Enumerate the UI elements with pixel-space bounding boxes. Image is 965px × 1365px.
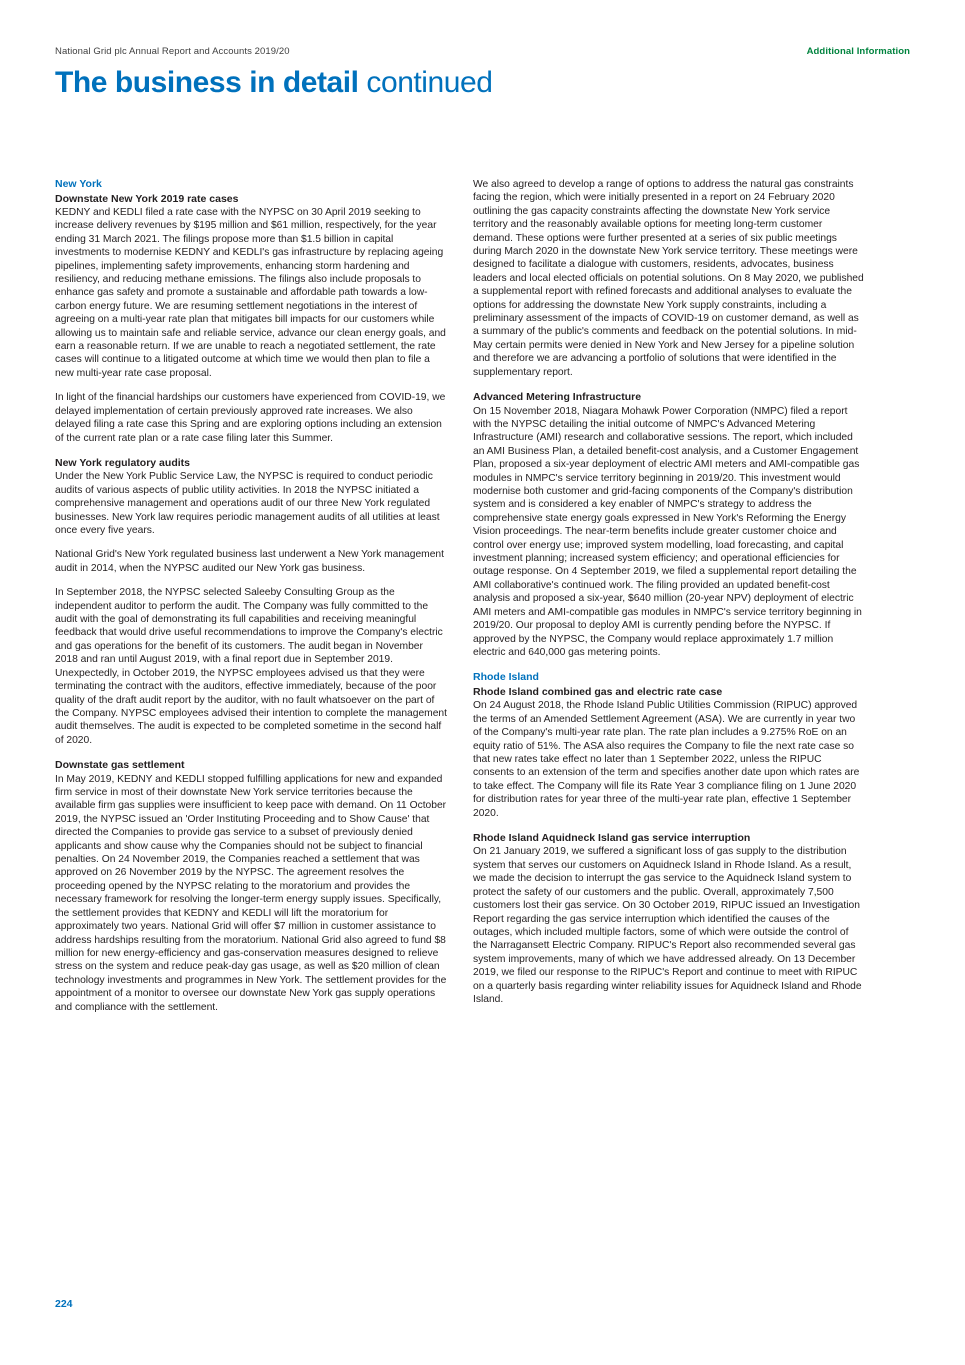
- right-column: [473, 178, 865, 1014]
- paragraph: KEDNY and KEDLI filed a rate case with the NYPSC on 30 April 2019 seeking to increase delivery revenues by $195 million and $61 million, respectively, for the year ending 31 March 2021. The filings propose more than $1.5 billion in capital investments to modernise KEDNY and KEDLI's gas infrastructure by replacing ageing pipelines, implementing safety improvements, enhancing storm hardening and resiliency, and reducing methane emissions. The filings also include proposals to enhance gas safety and promote a sustainable and affordable path towards a low-carbon energy future. We are resuming settlement negotiations in the interest of agreeing on a multi-year rate plan that mitigates bill impacts for our customers while allowing us to maintain safe and reliable service, advance our clean energy goals, and earn a reasonable return. If we are unable to reach a negotiated settlement, the rate cases will continue to a litigated outcome at which time we would then plan to file a new multi-year rate case proposal.: [55, 207, 446, 379]
- page-title-main: The business in detail: [55, 66, 359, 99]
- paragraph: In May 2019, KEDNY and KEDLI stopped fulfilling applications for new and expanded firm service in most of their downstate New York service territories because the available firm gas supplies were insufficient to keep pace with demand. On 11 October 2019, the NYPSC issued an 'Order Instituting Proceeding and to Show Cause' that directed the Companies to provide gas service to a subset of previously denied applicants and show cause why the Companies should not be subject to financial penalties. On 24 November 2019, the Companies reached a settlement that was approved on 26 November 2019 by the NYPSC. The agreement resolves the proceeding opened by the NYPSC relating to the moratorium and provides the necessary framework for resolving the longer-term energy supply issues. Specifically, the settlement provides that KEDNY and KEDLI will lift the moratorium for approximately two years. National Grid will offer $7 million in customer assistance to address hardships resulting from the moratorium. National Grid also agreed to fund $8 million for new energy-efficiency and gas-conservation measures designed to relieve stress on the system and reduce peak-day gas usage, as well as $20 million of clean technology investments and programmes in New York. The settlement provides for the appointment of a monitor to oversee our downstate New York gas supply operations and compliance with the settlement.: [55, 773, 447, 1013]
- paragraph: In September 2018, the NYPSC selected Saleeby Consulting Group as the independent auditor to perform the audit. The Company was fully committed to the audit with the goal of demonstrating its full capabilities and receiving meaningful feedback that would drive useful recommendations to improve the Company's electric and gas operations for the benefit of its customers. The audit began in November 2018 and ran until August 2019, with a final report due in September 2019. Unexpectedly, in October 2019, the NYPSC employees advised us that they were terminating the contract with the auditors, effective immediately, because of the poor quality of the draft audit report by the auditor, with no fault whatsoever on the part of the Company. NYPSC employees advised their intention to complete the management audit themselves. The audit is expected to be completed sometime in the second half of 2020.: [55, 587, 447, 746]
- subheading-downstate-rate-cases: Downstate New York 2019 rate cases: [55, 192, 239, 205]
- subheading-ny-regulatory-audits: New York regulatory audits: [55, 456, 190, 469]
- paragraph: Under the New York Public Service Law, the NYPSC is required to conduct periodic audits of various aspects of public utility activities. In 2018 the NYPSC initiated a comprehensive management and operations audit of our three New York regulated businesses. New York law requires periodic management audits of all utilities at least once every five years.: [55, 471, 440, 537]
- paragraph: National Grid's New York regulated business last underwent a New York management audit in 2014, when the NYPSC audited our New York gas business.: [55, 549, 444, 574]
- paragraph: On 15 November 2018, Niagara Mohawk Power Corporation (NMPC) filed a report with the NYPSC detailing the initial outcome of NMPC's Advanced Metering Infrastructure (AMI) research and collaborative sessions. The report, which included an AMI Business Plan, a detailed benefit-cost analysis, and a Customer Engagement Plan, proposed a six-year deployment of electric AMI meters and AMI-compatible gas modules in NMPC's service territory beginning in 2019/20. This investment would modernise both customer and grid-facing components of the Company's distribution system and is considered a key enabler of NMPC's strategy to address the comprehensive state energy goals expressed in New York's Reforming the Energy Vision proceedings. The near-term benefits include greater customer choice and control over energy use; improved system modelling, load forecasting, and capital investment planning; increased system efficiency; and operational efficiencies for outage response. On 4 September 2019, we filed a supplemental report detailing the AMI collaborative's continued work. The filing provided an updated benefit-cost analysis and proposed a six-year, $640 million (20-year NPV) deployment of electric AMI meters and AMI-compatible gas modules in NMPC's service territory beginning in 2019/20. Our proposal to deploy AMI is currently pending before the NYPSC. If approved by the NYPSC, the Company would replace approximately 1.7 million electric and 640,000 gas metering points.: [473, 405, 862, 658]
- left-column: [55, 178, 447, 1014]
- page-header: [55, 46, 910, 57]
- page-title-continued: continued: [366, 66, 493, 99]
- section-heading-new-york: New York: [55, 178, 102, 190]
- section-label: Additional Information: [806, 46, 910, 57]
- paragraph: In light of the financial hardships our customers have experienced from COVID-19, we delayed implementation of certain previously approved rate increases. We also delayed filing a rate case this Spring and are exploring options including an extension of the current rate plan or a rate case filing later this Summer.: [55, 392, 446, 444]
- subheading-downstate-gas-settlement: Downstate gas settlement: [55, 759, 185, 772]
- page-title: [55, 66, 492, 100]
- paragraph: On 24 August 2018, the Rhode Island Public Utilities Commission (RIPUC) approved the terms of an Amended Settlement Agreement (ASA). We are currently in year two of the Company's multi-year rate plan. The rate plan includes a 9.275% RoE on an equity ratio of 51%. The ASA also requires the Company to file the next rate case so that new rates take effect no later than 1 September 2022, unless the RIPUC consents to an extension of the term and specifies another date upon which rates are to take effect. The Company will file its Rate Year 3 compliance filing on 1 June 2020 for distribution rates for year three of the multi-year rate plan, effective 1 September 2020.: [473, 700, 860, 819]
- paragraph: We also agreed to develop a range of options to address the natural gas constraints facing the region, which were initially presented in a report on 24 February 2020 outlining the gas capacity constraints affecting the downstate New York service territory and the reasonably available options for meeting long-term customer demand. These options were further presented at a series of six public meetings during March 2020 in the downstate New York service territory. These meetings were designed to facilitate a dialogue with customers, residents, advocates, business leaders and local elected officials on potential solutions. On 8 May 2020, we published a supplemental report with refined forecasts and additional analyses to evaluate the options for addressing the downstate New York supply constraints, including a preliminary assessment of the impacts of COVID-19 on customer demand, as well as a summary of the public's comments and feedback on the potential solutions. In mid-May certain permits were denied in New York and New Jersey for a pipeline solution and therefore we are advancing a portfolio of solutions that were identified in the supplementary report.: [473, 179, 864, 378]
- subheading-ri-combined-rate-case: Rhode Island combined gas and electric rate case: [473, 685, 723, 698]
- report-name: National Grid plc Annual Report and Accounts 2019/20: [55, 46, 290, 57]
- body-columns: [55, 178, 913, 1014]
- paragraph: On 21 January 2019, we suffered a significant loss of gas supply to the distribution system that serves our customers on Aquidneck Island in Rhode Island. As a result, we made the decision to interrupt the gas service to the Aquidneck Island system to protect the safety of our customers and the public. Overall, approximately 7,500 customers lost their gas service. On 30 October 2019, RIPUC issued an Investigation Report regarding the gas service interruption which identified the causes of the outages, which included multiple factors, some of which were outside the control of the Narragansett Electric Company. RIPUC's Report also recommended several gas system improvements, many of which we have addressed already. On 13 December 2019, we filed our response to the RIPUC's Report and continue to meet with RIPUC on a quarterly basis regarding winter reliability issues for Aquidneck Island and Rhode Island.: [473, 846, 862, 1005]
- page-number: 224: [55, 1298, 73, 1310]
- section-heading-rhode-island: Rhode Island: [473, 671, 539, 684]
- subheading-advanced-metering-infrastructure: Advanced Metering Infrastructure: [473, 391, 642, 404]
- subheading-aquidneck-island: Rhode Island Aquidneck Island gas service interruption: [473, 831, 751, 844]
